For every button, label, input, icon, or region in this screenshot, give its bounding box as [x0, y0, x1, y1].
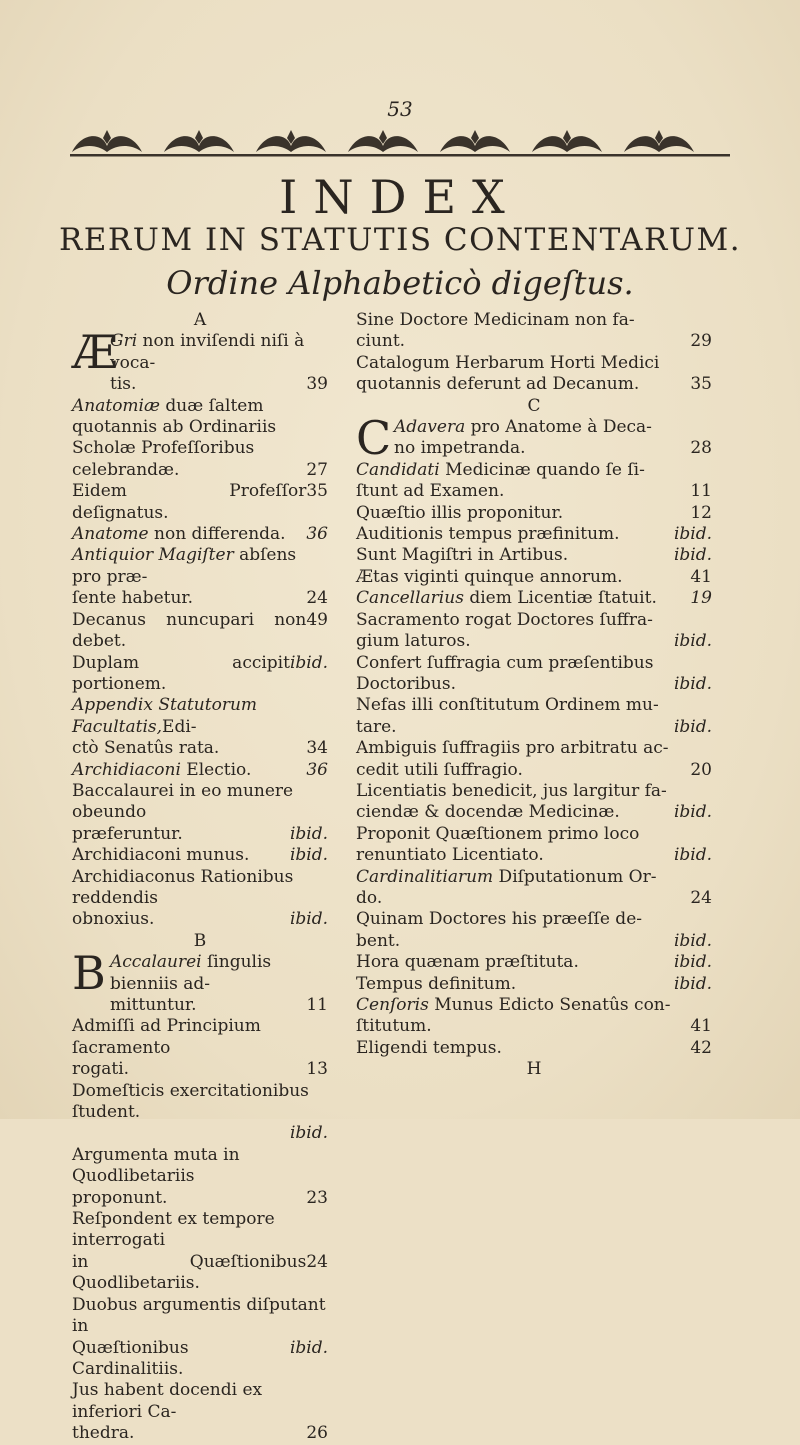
entry-text	[356, 353, 712, 374]
entry-tail: tare.	[356, 716, 397, 737]
entry-tail: Sunt Magiſtri in Artibus.	[356, 545, 569, 566]
entry-text	[72, 1209, 328, 1252]
entry-body: Ambiguis ſuffragiis pro arbitratu ac-	[356, 738, 669, 759]
entry-body: Catalogum Herbarum Horti Medici	[356, 352, 660, 373]
entry-body: Edi-	[162, 716, 197, 737]
entry-last-line	[72, 1252, 328, 1295]
section-letter-c: C	[527, 395, 541, 416]
entry-body: pro Anatome à Deca-	[465, 417, 652, 438]
entry-text	[394, 417, 712, 438]
entry-body: Jus habent docendi ex inferiori Ca-	[72, 1380, 263, 1422]
index-entry	[72, 610, 328, 653]
entry-last-line	[72, 653, 328, 696]
index-entry	[72, 1016, 328, 1080]
entry-last-line	[110, 995, 328, 1016]
page-reference: 24	[306, 588, 328, 609]
index-entry	[356, 610, 712, 653]
entry-text	[356, 610, 712, 631]
entry-text	[110, 331, 328, 374]
index-entry	[356, 503, 712, 524]
entry-text	[72, 695, 328, 738]
index-entry	[356, 310, 712, 353]
page-reference: 41	[690, 566, 712, 587]
page-number: 53	[387, 97, 413, 121]
entry-headword: Archidiaconi	[72, 759, 181, 780]
index-entry	[356, 588, 712, 609]
page-reference: ibid.	[289, 909, 328, 930]
entry-text	[356, 867, 712, 888]
entry-last-line	[356, 588, 712, 609]
page-reference: 34	[306, 738, 328, 759]
entry-tail: Electio.	[180, 759, 252, 780]
entry-tail: rogati.	[72, 1059, 130, 1080]
index-entry	[356, 460, 712, 503]
entry-last-line	[394, 438, 712, 459]
index-entry	[356, 781, 712, 824]
entry-text	[356, 310, 712, 331]
entry-text	[356, 738, 712, 759]
entry-body: Reſpondent ex tempore interrogati	[72, 1209, 275, 1251]
index-entry	[72, 695, 328, 759]
index-entry	[356, 653, 712, 696]
page-reference: ibid.	[673, 802, 712, 823]
index-entry	[72, 1081, 328, 1145]
entry-last-line	[72, 481, 328, 524]
index-entry	[356, 567, 712, 588]
drop-capital: B	[72, 946, 106, 1001]
entry-body: Sacramento rogat Doctores ſuffra-	[356, 609, 653, 630]
entry-body: Sine Doctore Medicinam non fa-	[356, 310, 635, 330]
entry-text	[72, 1295, 328, 1338]
entry-headword: Gri	[110, 331, 138, 352]
entry-tail: Quæſtio illis proponitur.	[356, 502, 564, 523]
entry-last-line	[356, 524, 712, 545]
entry-last-line	[356, 802, 712, 823]
entry-body: non inviſendi niſi à voca-	[110, 331, 305, 373]
entry-last-line	[356, 567, 712, 588]
entry-headword: Cancellarius	[356, 588, 464, 609]
index-entry	[72, 545, 328, 609]
entry-tail: Auditionis tempus præfinitum.	[356, 524, 620, 545]
section-letter-h: H	[526, 1059, 542, 1080]
page-reference: ibid.	[673, 930, 712, 951]
entry-tail: gium laturos.	[356, 631, 471, 652]
entry-last-line	[72, 1188, 328, 1209]
index-entry	[72, 325, 328, 395]
index-entry	[72, 524, 328, 545]
entry-tail: Duplam accipit portionem.	[72, 652, 290, 694]
ornament-band	[62, 124, 739, 164]
entry-tail: no impetranda.	[394, 438, 526, 459]
drop-capital: C	[356, 411, 392, 466]
index-entry	[72, 781, 328, 845]
page-reference: ibid.	[673, 716, 712, 737]
entry-tail: Decanus nuncupari non debet.	[72, 609, 307, 652]
index-entry	[72, 1145, 328, 1209]
entry-last-line	[356, 1038, 712, 1059]
entry-last-line	[72, 845, 328, 866]
entry-tail: tis.	[110, 374, 137, 395]
entry-last-line	[72, 1123, 328, 1144]
entry-last-line	[356, 1016, 712, 1037]
entry-headword: Anatome	[72, 524, 149, 545]
entry-tail: renuntiato Licentiato.	[356, 845, 544, 866]
entry-text	[356, 695, 712, 716]
index-entry	[356, 952, 712, 973]
entry-tail: Doctoribus.	[356, 673, 456, 694]
entry-last-line	[356, 481, 712, 502]
entry-body: abſens pro præ-	[72, 545, 297, 587]
entry-last-line	[72, 460, 328, 481]
entry-body: Archidiaconus Rationibus reddendis	[72, 866, 294, 908]
page-reference: 35	[306, 481, 328, 502]
page-reference: 24	[690, 887, 712, 908]
index-entry	[72, 1380, 328, 1444]
entry-last-line	[356, 760, 712, 781]
entry-body: Munus Edicto Senatûs con-	[428, 995, 671, 1015]
entry-tail: Ætas viginti quinque annorum.	[356, 566, 623, 587]
page-reference: 39	[306, 374, 328, 395]
index-entry	[356, 411, 712, 466]
entry-body: ſingulis bienniis ad-	[110, 952, 272, 994]
entry-last-line	[356, 845, 712, 866]
entry-tail: bent.	[356, 930, 401, 951]
entry-body: Baccalaurei in eo munere obeundo	[72, 780, 294, 823]
page-reference: 49	[306, 609, 328, 630]
entry-text	[72, 396, 328, 460]
index-title: INDEX	[279, 170, 521, 224]
index-entry	[356, 524, 712, 545]
entry-tail: proponunt.	[72, 1187, 168, 1208]
entry-headword: Appendix Statutorum Facultatis,	[72, 695, 258, 737]
page-reference: ibid.	[673, 973, 712, 994]
entry-line-text	[72, 760, 251, 781]
entry-tail: cedit utili ſuffragio.	[356, 759, 523, 780]
left-column	[72, 310, 328, 1445]
entry-last-line	[72, 1059, 328, 1080]
entry-text	[72, 1016, 328, 1059]
drop-capital: Æ	[72, 325, 119, 380]
page-reference: ibid.	[289, 845, 328, 866]
entry-tail: do.	[356, 887, 383, 908]
page-reference: 26	[306, 1423, 328, 1444]
entry-body: duæ ſaltem quotannis ab Ordinariis Scholæ Profeſſoribus	[72, 395, 277, 459]
index-entry	[356, 695, 712, 738]
page-reference: ibid.	[673, 545, 712, 566]
index-entry	[356, 867, 712, 910]
entry-headword: Candidati	[356, 459, 440, 480]
entry-last-line	[72, 738, 328, 759]
entry-last-line	[356, 631, 712, 652]
entry-last-line	[356, 888, 712, 909]
entry-last-line	[72, 824, 328, 845]
page-reference: 11	[306, 995, 328, 1015]
index-entry	[356, 738, 712, 781]
entry-tail: Quæſtionibus Cardinalitiis.	[72, 1337, 189, 1379]
entry-last-line	[356, 717, 712, 738]
entry-text	[356, 781, 712, 802]
entry-tail: Hora quænam præſtituta.	[356, 952, 579, 973]
entry-last-line	[72, 909, 328, 930]
index-entry	[72, 481, 328, 524]
section-letter-b: B	[193, 930, 207, 951]
page-reference: 13	[306, 1059, 328, 1080]
entry-body: Nefas illi conſtitutum Ordinem mu-	[356, 695, 659, 716]
entry-tail: mittuntur.	[110, 995, 197, 1015]
page-reference: 36	[306, 524, 328, 545]
entry-last-line	[72, 760, 328, 781]
entry-last-line	[356, 931, 712, 952]
page-reference: ibid.	[673, 952, 712, 973]
entry-text	[72, 781, 328, 824]
entry-text	[356, 995, 712, 1016]
entry-headword: Cardinalitiarum	[356, 866, 494, 887]
entry-tail: celebrandæ.	[72, 459, 180, 480]
entry-line-text	[356, 588, 657, 609]
right-column	[356, 310, 712, 1081]
entry-text	[72, 1145, 328, 1188]
index-entry	[72, 1209, 328, 1295]
index-entry	[356, 824, 712, 867]
entry-text	[72, 867, 328, 910]
entry-tail: quotannis deferunt ad Decanum.	[356, 374, 640, 395]
entry-headword: Cenſoris	[356, 995, 429, 1015]
entry-last-line	[72, 524, 328, 545]
page-reference: ibid.	[289, 1123, 328, 1144]
entry-tail: ſtitutum.	[356, 1016, 432, 1037]
index-ordering-note: Ordine Alphabeticò digeſtus.	[166, 264, 634, 302]
entry-text	[110, 952, 328, 995]
page-reference: 35	[690, 374, 712, 395]
entry-last-line	[356, 503, 712, 524]
entry-tail: Tempus definitum.	[356, 973, 517, 994]
entry-tail: non differenda.	[148, 524, 286, 545]
entry-last-line	[72, 610, 328, 653]
entry-headword: Anatomiæ	[72, 395, 160, 416]
page-reference: 20	[690, 759, 712, 780]
entry-body: Medicinæ quando ſe ſi-	[439, 459, 645, 480]
entry-text	[356, 653, 712, 674]
page-reference: ibid.	[289, 1337, 328, 1358]
entry-text	[72, 1081, 328, 1124]
page-reference: 19	[690, 588, 712, 609]
section-letter-a: A	[193, 310, 207, 330]
index-entry	[72, 845, 328, 866]
entry-tail: ciendæ & docendæ Medicinæ.	[356, 802, 620, 823]
index-subtitle: RERUM IN STATUTIS CONTENTARUM.	[58, 222, 742, 258]
index-entry	[72, 1295, 328, 1381]
entry-body: Quinam Doctores his præeſſe de-	[356, 909, 642, 930]
index-entry	[356, 353, 712, 396]
entry-last-line	[72, 588, 328, 609]
page-reference: 12	[690, 502, 712, 523]
entry-tail: obnoxius.	[72, 909, 155, 930]
entry-last-line	[356, 545, 712, 566]
index-entry	[356, 909, 712, 952]
entry-body: Licentiatis benedicit, jus largitur fa-	[356, 780, 667, 801]
index-entry	[72, 396, 328, 482]
index-entry	[72, 867, 328, 931]
entry-tail: Eligendi tempus.	[356, 1037, 502, 1058]
entry-text	[72, 545, 328, 588]
entry-last-line	[356, 952, 712, 973]
page-reference: ibid.	[673, 845, 712, 866]
entry-tail: Eidem Profeſſor deſignatus.	[72, 481, 307, 523]
page-reference: 27	[306, 459, 328, 480]
index-entry	[356, 1038, 712, 1059]
page-reference: ibid.	[673, 524, 712, 545]
entry-body: Confert ſuffragia cum præſentibus	[356, 652, 654, 673]
entry-body: Domeſticis exercitationibus ſtudent.	[72, 1080, 309, 1123]
entry-text	[72, 1380, 328, 1423]
page-reference: ibid.	[289, 652, 328, 673]
page-reference: 28	[690, 438, 712, 459]
entry-last-line	[356, 974, 712, 995]
entry-tail: in Quæſtionibus Quodlibetariis.	[72, 1251, 307, 1294]
entry-headword: Antiquior Magiſter	[72, 545, 234, 566]
entry-body: Proponit Quæſtionem primo loco	[356, 823, 640, 844]
entry-last-line	[356, 331, 712, 352]
entry-text	[356, 460, 712, 481]
entry-last-line	[356, 674, 712, 695]
entry-text	[356, 909, 712, 930]
page-reference: 23	[306, 1187, 328, 1208]
page-reference: 42	[690, 1037, 712, 1058]
entry-text	[356, 824, 712, 845]
page-reference: 24	[306, 1251, 328, 1272]
entry-tail: ciunt.	[356, 331, 406, 352]
entry-headword: Adavera	[394, 417, 466, 438]
index-entry	[356, 545, 712, 566]
page-reference: 36	[306, 759, 328, 780]
index-entry	[72, 760, 328, 781]
index-entry	[72, 653, 328, 696]
page-reference: ibid.	[673, 631, 712, 652]
entry-last-line	[356, 374, 712, 395]
entry-last-line	[72, 1423, 328, 1444]
entry-body: Diſputationum Or-	[493, 866, 657, 887]
entry-headword: Accalaurei	[110, 952, 202, 973]
entry-tail: ctò Senatûs rata.	[72, 738, 220, 759]
entry-last-line	[72, 1338, 328, 1381]
entry-body: Admiſſi ad Principium ſacramento	[72, 1016, 261, 1058]
page-reference: 29	[690, 331, 712, 352]
entry-tail: thedra.	[72, 1423, 135, 1444]
page-reference: ibid.	[289, 823, 328, 844]
entry-tail: ſtunt ad Examen.	[356, 481, 505, 502]
entry-tail: præferuntur.	[72, 823, 183, 844]
index-entry	[72, 946, 328, 1016]
entry-tail: Archidiaconi munus.	[72, 845, 250, 866]
entry-tail: diem Licentiæ ſtatuit.	[463, 588, 657, 609]
entry-body: Duobus argumentis diſputant in	[72, 1294, 326, 1337]
index-entry	[356, 995, 712, 1038]
entry-line-text	[72, 524, 286, 545]
entry-last-line	[110, 374, 328, 395]
page-reference: 11	[690, 481, 712, 502]
entry-body: Argumenta muta in Quodlibetariis	[72, 1144, 240, 1187]
page-reference: ibid.	[673, 673, 712, 694]
entry-tail: ſente habetur.	[72, 588, 194, 609]
page-reference: 41	[690, 1016, 712, 1037]
index-entry	[356, 974, 712, 995]
